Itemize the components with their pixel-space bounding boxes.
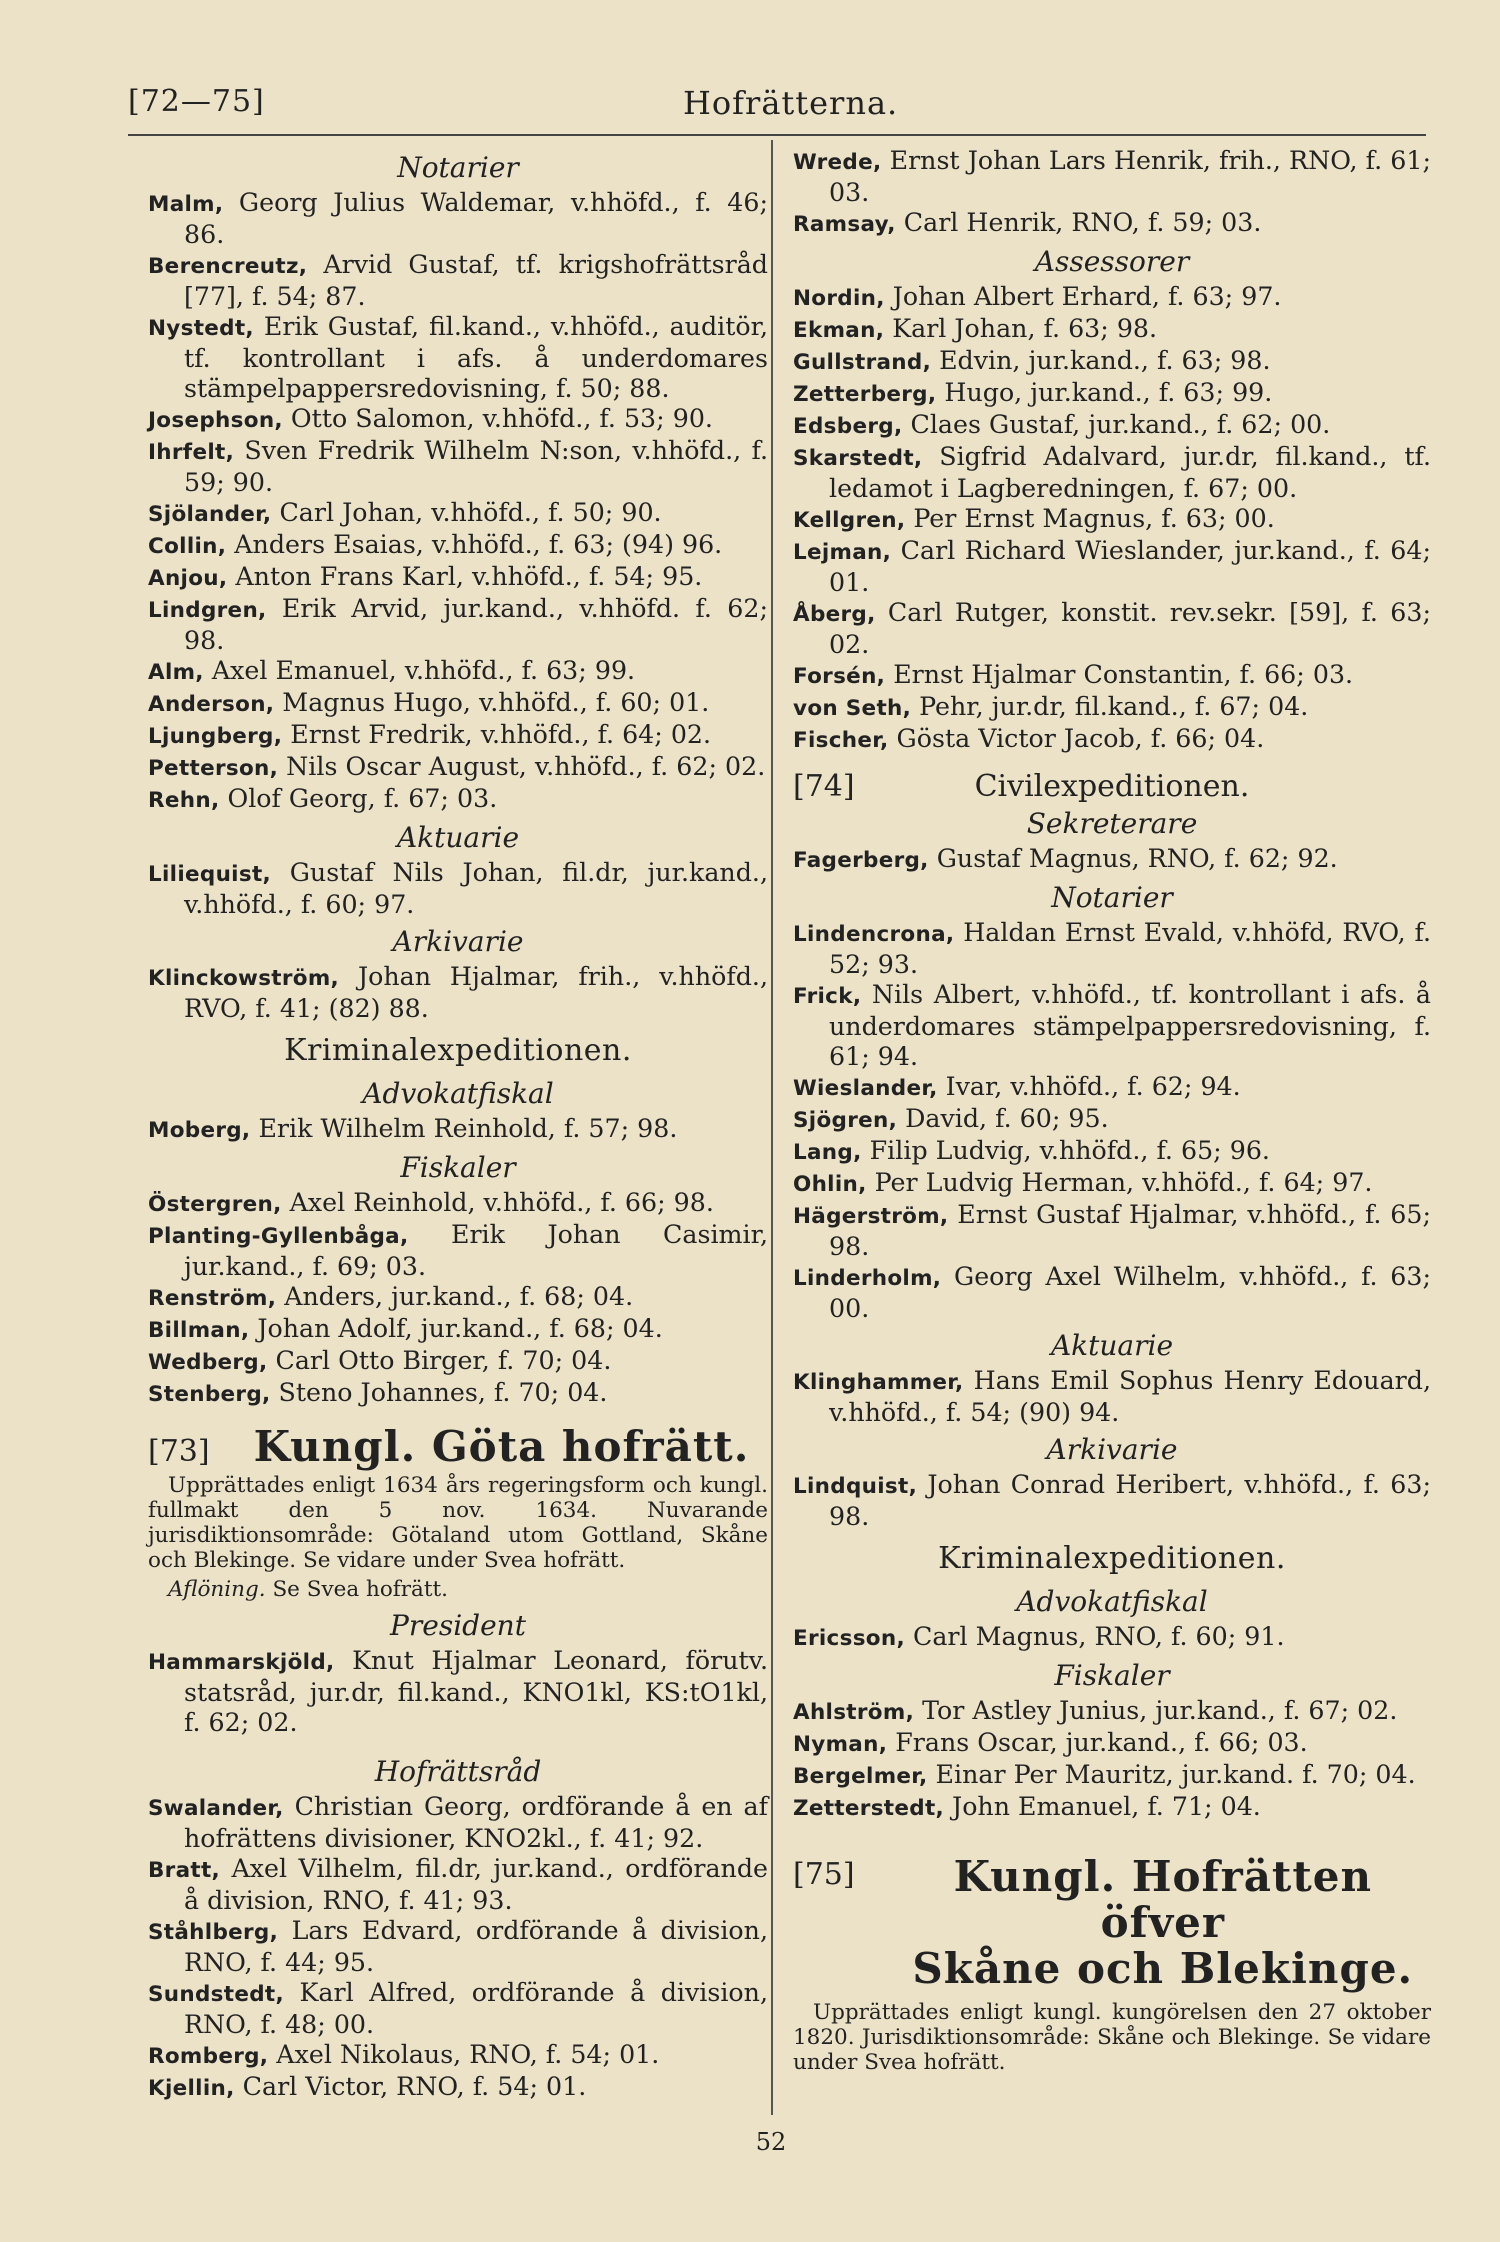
court-number: [73] xyxy=(148,1434,210,1469)
aflonings-label: Aflöning. xyxy=(168,1577,266,1602)
entry-details: Axel Vilhelm, fil.dr, jur.kand., ordförande å division, RNO, f. 41; 93. xyxy=(184,1854,768,1915)
entry-details: Anton Frans Karl, v.hhöfd., f. 54; 95. xyxy=(227,562,703,591)
list-item xyxy=(793,598,1431,660)
entry-details: Gösta Victor Jacob, f. 66; 04. xyxy=(888,724,1265,753)
entry-surname: Åberg, xyxy=(793,602,876,627)
list-item xyxy=(148,752,768,784)
entry-surname: Sjölander, xyxy=(148,502,272,527)
entry-details: Hugo, jur.kand., f. 63; 99. xyxy=(936,378,1273,407)
entry-details: Axel Emanuel, v.hhöfd., f. 63; 99. xyxy=(203,656,636,685)
entry-surname: Malm, xyxy=(148,192,224,217)
list-item xyxy=(793,1262,1431,1324)
entry-surname: Fagerberg, xyxy=(793,848,929,873)
entry-surname: Romberg, xyxy=(148,2044,269,2069)
list-item xyxy=(148,1792,768,1854)
entry-surname: Lejman, xyxy=(793,540,892,565)
heading-aktuarie: Aktuarie xyxy=(396,821,520,854)
entry-surname: Ramsay, xyxy=(793,212,896,237)
heading-sekreterare: Sekreterare xyxy=(1026,807,1198,840)
heading-advokatfiskal-right: Advokatfiskal xyxy=(1016,1585,1208,1618)
entry-surname: Zetterstedt, xyxy=(793,1796,945,1821)
entry-details: Erik Gustaf, fil.kand., v.hhöfd., auditör, tf. kontrollant i afs. å underdomares stämpelpappersredovisning, f. 50; 88. xyxy=(184,312,768,403)
list-item xyxy=(793,1696,1431,1728)
column-divider xyxy=(771,140,773,2115)
heading-aktuarie-right: Aktuarie xyxy=(1050,1329,1174,1362)
aflonings-line xyxy=(148,1577,768,1602)
entry-surname: Lindquist, xyxy=(793,1474,918,1499)
entry-details: Georg Julius Waldemar, v.hhöfd., f. 46; 86. xyxy=(184,188,768,249)
entry-details: Arvid Gustaf, tf. krigshofrättsråd [77], f. 54; 87. xyxy=(184,250,768,311)
list-item xyxy=(793,504,1431,536)
list-arkivarie xyxy=(148,962,768,1024)
entry-surname: Ekman, xyxy=(793,318,885,343)
entry-surname: Petterson, xyxy=(148,756,279,781)
entry-surname: Hammarskjöld, xyxy=(148,1650,335,1675)
list-fiskaler xyxy=(148,1188,768,1410)
entry-details: Sven Fredrik Wilhelm N:son, v.hhöfd., f. 59; 90. xyxy=(184,436,768,497)
list-item xyxy=(148,962,768,1024)
list-aktuarie xyxy=(148,858,768,920)
heading-assessorer: Assessorer xyxy=(1034,245,1190,278)
entry-details: Johan Hjalmar, frih., v.hhöfd., RVO, f. 41; (82) 88. xyxy=(184,962,768,1023)
entry-surname: Anjou, xyxy=(148,566,228,591)
heading-arkivarie: Arkivarie xyxy=(392,925,524,958)
entry-details: Carl Otto Birger, f. 70; 04. xyxy=(267,1346,612,1375)
list-item xyxy=(148,404,768,436)
list-item xyxy=(793,1622,1431,1654)
list-item xyxy=(148,530,768,562)
entry-details: Sigfrid Adalvard, jur.dr, fil.kand., tf. ledamot i Lagberedningen, f. 67; 00. xyxy=(829,442,1431,503)
list-item xyxy=(793,1366,1431,1428)
entry-surname: Ahlström, xyxy=(793,1700,915,1725)
entry-surname: Liliequist, xyxy=(148,862,271,887)
entry-details: Axel Nikolaus, RNO, f. 54; 01. xyxy=(268,2040,660,2069)
section-civilexpeditionen xyxy=(793,769,1431,804)
list-item xyxy=(793,378,1431,410)
entry-surname: Ljungberg, xyxy=(148,724,283,749)
list-item xyxy=(793,980,1431,1072)
entry-details: Haldan Ernst Evald, v.hhöfd, RVO, f. 52; 93. xyxy=(829,918,1431,979)
entry-surname: Skarstedt, xyxy=(793,446,923,471)
list-item xyxy=(148,1854,768,1916)
list-item xyxy=(148,1378,768,1410)
list-item xyxy=(148,2040,768,2072)
list-item xyxy=(793,1136,1431,1168)
list-item xyxy=(148,2072,768,2104)
list-item xyxy=(793,1760,1431,1792)
section-kriminalexpeditionen-right: Kriminalexpeditionen. xyxy=(938,1541,1286,1576)
list-item xyxy=(148,1916,768,1978)
entry-details: Anders Esaias, v.hhöfd., f. 63; (94) 96. xyxy=(226,530,723,559)
list-president xyxy=(148,1646,768,1738)
civil-number: [74] xyxy=(793,769,855,804)
list-item xyxy=(148,1114,768,1146)
list-assessorer xyxy=(793,282,1431,756)
list-item xyxy=(148,250,768,312)
list-item xyxy=(793,692,1431,724)
court-name: Kungl. Göta hofrätt. xyxy=(253,1422,750,1471)
entry-surname: Alm, xyxy=(148,660,204,685)
entry-surname: Klinghammer, xyxy=(793,1370,964,1395)
list-item xyxy=(793,1104,1431,1136)
list-item xyxy=(793,1168,1431,1200)
list-item xyxy=(793,442,1431,504)
entry-details: Knut Hjalmar Leonard, förutv. statsråd, jur.dr, fil.kand., KNO1kl, KS:tO1kl, f. 62; 02. xyxy=(184,1646,768,1737)
entry-details: Ivar, v.hhöfd., f. 62; 94. xyxy=(937,1072,1241,1101)
court-number-75: [75] xyxy=(793,1857,855,1892)
list-hofrattsrad xyxy=(148,1792,768,2104)
list-sekreterare xyxy=(793,844,1431,876)
heading-hofrattsrad: Hofrättsråd xyxy=(374,1755,542,1788)
civil-heading: Civilexpeditionen. xyxy=(974,769,1250,804)
entry-surname: Anderson, xyxy=(148,692,275,717)
entry-surname: Swalander, xyxy=(148,1796,284,1821)
entry-surname: Rehn, xyxy=(148,788,220,813)
list-notarier xyxy=(148,188,768,816)
entry-details: Georg Axel Wilhelm, v.hhöfd., f. 63; 00. xyxy=(829,1262,1431,1323)
page-number: 52 xyxy=(755,2128,787,2156)
list-item xyxy=(148,562,768,594)
list-item xyxy=(793,1792,1431,1824)
list-item xyxy=(793,146,1431,208)
entry-details: Erik Wilhelm Reinhold, f. 57; 98. xyxy=(250,1114,678,1143)
entry-surname: Bratt, xyxy=(148,1858,221,1883)
entry-details: Axel Reinhold, v.hhöfd., f. 66; 98. xyxy=(281,1188,714,1217)
entry-details: Johan Adolf, jur.kand., f. 68; 04. xyxy=(249,1314,663,1343)
entry-details: Karl Johan, f. 63; 98. xyxy=(884,314,1158,343)
entry-details: Anders, jur.kand., f. 68; 04. xyxy=(276,1282,634,1311)
entry-surname: Lindgren, xyxy=(148,598,267,623)
entry-details: Olof Georg, f. 67; 03. xyxy=(219,784,498,813)
list-item xyxy=(793,410,1431,442)
entry-surname: Billman, xyxy=(148,1318,250,1343)
entry-details: Per Ludvig Herman, v.hhöfd., f. 64; 97. xyxy=(866,1168,1373,1197)
entry-surname: Nyman, xyxy=(793,1732,888,1757)
list-item xyxy=(793,918,1431,980)
list-item xyxy=(793,282,1431,314)
list-item xyxy=(793,844,1431,876)
list-item xyxy=(148,498,768,530)
running-title: Hofrätterna. xyxy=(683,84,899,122)
entry-surname: Lindencrona, xyxy=(793,922,955,947)
list-item xyxy=(148,188,768,250)
entry-details: Otto Salomon, v.hhöfd., f. 53; 90. xyxy=(282,404,713,433)
entry-details: John Emanuel, f. 71; 04. xyxy=(944,1792,1261,1821)
entry-details: Gustaf Magnus, RNO, f. 62; 92. xyxy=(928,844,1338,873)
entry-surname: Stenberg, xyxy=(148,1382,271,1407)
heading-advokatfiskal: Advokatfiskal xyxy=(362,1077,554,1110)
entry-surname: Forsén, xyxy=(793,664,886,689)
entry-details: Gustaf Nils Johan, fil.dr, jur.kand., v.hhöfd., f. 60; 97. xyxy=(184,858,768,919)
entry-surname: Ståhlberg, xyxy=(148,1920,279,1945)
list-item xyxy=(793,208,1431,240)
left-column xyxy=(148,146,768,2104)
list-item xyxy=(793,1728,1431,1760)
entry-surname: Ihrfelt, xyxy=(148,440,235,465)
list-item xyxy=(148,1314,768,1346)
entry-details: Carl Johan, v.hhöfd., f. 50; 90. xyxy=(271,498,662,527)
list-aktuarie-right xyxy=(793,1366,1431,1428)
entry-surname: Ericsson, xyxy=(793,1626,905,1651)
entry-details: David, f. 60; 95. xyxy=(897,1104,1109,1133)
entry-surname: Berencreutz, xyxy=(148,254,308,279)
entry-surname: Wieslander, xyxy=(793,1076,938,1101)
entry-surname: Planting-Gyllenbåga, xyxy=(148,1224,409,1249)
heading-notarier: Notarier xyxy=(397,151,519,184)
court-name-skane xyxy=(895,1854,1431,1992)
entry-surname: Nystedt, xyxy=(148,316,254,341)
entry-details: Carl Victor, RNO, f. 54; 01. xyxy=(234,2072,587,2101)
list-item xyxy=(148,436,768,498)
entry-details: Erik Arvid, jur.kand., v.hhöfd. f. 62; 98. xyxy=(184,594,768,655)
list-item xyxy=(148,1220,768,1282)
heading-fiskaler-right: Fiskaler xyxy=(1054,1659,1170,1692)
heading-arkivarie-right: Arkivarie xyxy=(1046,1433,1178,1466)
entry-details: Frans Oscar, jur.kand., f. 66; 03. xyxy=(887,1728,1308,1757)
heading-president: President xyxy=(390,1609,526,1642)
entry-details: Einar Per Mauritz, jur.kand. f. 70; 04. xyxy=(927,1760,1416,1789)
list-item xyxy=(148,1188,768,1220)
entry-surname: Collin, xyxy=(148,534,227,559)
list-notarier-right xyxy=(793,918,1431,1324)
entry-surname: Renström, xyxy=(148,1286,277,1311)
entry-details: Carl Richard Wieslander, jur.kand., f. 64; 01. xyxy=(829,536,1431,597)
list-item xyxy=(148,720,768,752)
list-item xyxy=(793,346,1431,378)
list-item xyxy=(148,656,768,688)
list-item xyxy=(793,536,1431,598)
right-column xyxy=(793,146,1431,2079)
entry-surname: Linderholm, xyxy=(793,1266,942,1291)
court-name-line2: Skåne och Blekinge. xyxy=(912,1944,1414,1993)
entry-surname: Lang, xyxy=(793,1140,862,1165)
entry-surname: Edsberg, xyxy=(793,414,903,439)
court-title-skane xyxy=(793,1854,1431,1992)
list-item xyxy=(793,314,1431,346)
entry-surname: Hägerström, xyxy=(793,1204,949,1229)
entry-surname: Zetterberg, xyxy=(793,382,937,407)
entry-surname: von Seth, xyxy=(793,696,912,721)
list-item xyxy=(148,1346,768,1378)
list-advokatfiskal xyxy=(148,1114,768,1146)
entry-surname: Wedberg, xyxy=(148,1350,268,1375)
list-item xyxy=(793,1470,1431,1532)
court-name-line1: Kungl. Hofrätten öfver xyxy=(953,1852,1372,1947)
list-item xyxy=(148,1282,768,1314)
entry-details: Carl Magnus, RNO, f. 60; 91. xyxy=(904,1622,1285,1651)
entry-details: Ernst Johan Lars Henrik, frih., RNO, f. 61; 03. xyxy=(829,146,1431,207)
list-arkivarie-right xyxy=(793,1470,1431,1532)
entry-details: Nils Albert, v.hhöfd., tf. kontrollant i afs. å underdomares stämpelpappersredovisning, f. 61; 94. xyxy=(829,980,1431,1071)
list-item xyxy=(148,688,768,720)
entry-surname: Ohlin, xyxy=(793,1172,867,1197)
entry-surname: Sundstedt, xyxy=(148,1982,284,2007)
entry-details: Ernst Gustaf Hjalmar, v.hhöfd., f. 65; 98. xyxy=(829,1200,1431,1261)
list-item xyxy=(793,724,1431,756)
court-description: Upprättades enligt 1634 års regeringsform och kungl. fullmakt den 5 nov. 1634. Nuvarande jurisdiktionsområde: Götaland utom Gottland, Skåne och Blekinge. Se vidare under Svea hofrätt. xyxy=(148,1473,768,1573)
entry-surname: Frick, xyxy=(793,984,862,1009)
list-item xyxy=(148,1978,768,2040)
entry-details: Carl Rutger, konstit. rev.sekr. [59], f. 63; 02. xyxy=(829,598,1431,659)
entry-details: Nils Oscar August, v.hhöfd., f. 62; 02. xyxy=(278,752,766,781)
heading-notarier-right: Notarier xyxy=(1051,881,1173,914)
list-item xyxy=(793,1072,1431,1104)
entry-details: Claes Gustaf, jur.kand., f. 62; 00. xyxy=(902,410,1331,439)
entry-surname: Kjellin, xyxy=(148,2076,235,2101)
court-description-skane: Upprättades enligt kungl. kungörelsen den 27 oktober 1820. Jurisdiktionsområde: Skåne och Blekinge. Se vidare under Svea hofrätt. xyxy=(793,2000,1431,2075)
entry-surname: Wrede, xyxy=(793,150,882,175)
entry-details: Lars Edvard, ordförande å division, RNO, f. 44; 95. xyxy=(184,1916,768,1977)
entry-surname: Nordin, xyxy=(793,286,885,311)
list-advokatfiskal-right xyxy=(793,1622,1431,1654)
list-hofrattsrad-cont xyxy=(793,146,1431,240)
entry-details: Steno Johannes, f. 70; 04. xyxy=(270,1378,608,1407)
list-item xyxy=(148,312,768,404)
entry-surname: Östergren, xyxy=(148,1192,282,1217)
list-item xyxy=(793,660,1431,692)
entry-surname: Moberg, xyxy=(148,1118,251,1143)
entry-surname: Sjögren, xyxy=(793,1108,898,1133)
court-title-gota xyxy=(148,1422,768,1471)
entry-details: Tor Astley Junius, jur.kand., f. 67; 02. xyxy=(914,1696,1398,1725)
list-item xyxy=(793,1200,1431,1262)
entry-details: Edvin, jur.kand., f. 63; 98. xyxy=(931,346,1271,375)
entry-surname: Fischer, xyxy=(793,728,889,753)
entry-details: Pehr, jur.dr, fil.kand., f. 67; 04. xyxy=(911,692,1309,721)
entry-details: Karl Alfred, ordförande å division, RNO, f. 48; 00. xyxy=(184,1978,768,2039)
list-item xyxy=(148,858,768,920)
entry-details: Hans Emil Sophus Henry Edouard, v.hhöfd., f. 54; (90) 94. xyxy=(829,1366,1431,1427)
list-fiskaler-right xyxy=(793,1696,1431,1824)
list-item xyxy=(148,784,768,816)
aflonings-text: Se Svea hofrätt. xyxy=(265,1577,448,1602)
entry-details: Christian Georg, ordförande å en af hofrättens divisioner, KNO2kl., f. 41; 92. xyxy=(184,1792,768,1853)
entry-details: Johan Conrad Heribert, v.hhöfd., f. 63; 98. xyxy=(829,1470,1431,1531)
header-rule xyxy=(128,134,1426,136)
entry-details: Filip Ludvig, v.hhöfd., f. 65; 96. xyxy=(861,1136,1270,1165)
entry-surname: Gullstrand, xyxy=(793,350,932,375)
entry-details: Carl Henrik, RNO, f. 59; 03. xyxy=(895,208,1262,237)
entry-details: Per Ernst Magnus, f. 63; 00. xyxy=(905,504,1275,533)
entry-details: Ernst Fredrik, v.hhöfd., f. 64; 02. xyxy=(282,720,712,749)
entry-surname: Klinckowström, xyxy=(148,966,340,991)
entry-details: Johan Albert Erhard, f. 63; 97. xyxy=(884,282,1282,311)
section-kriminalexpeditionen: Kriminalexpeditionen. xyxy=(284,1033,632,1068)
list-item xyxy=(148,594,768,656)
entry-surname: Bergelmer, xyxy=(793,1764,928,1789)
heading-fiskaler: Fiskaler xyxy=(400,1151,516,1184)
entry-surname: Kellgren, xyxy=(793,508,906,533)
entry-details: Ernst Hjalmar Constantin, f. 66; 03. xyxy=(885,660,1354,689)
entry-details: Erik Johan Casimir, jur.kand., f. 69; 03. xyxy=(184,1220,768,1281)
entry-details: Magnus Hugo, v.hhöfd., f. 60; 01. xyxy=(274,688,710,717)
list-item xyxy=(148,1646,768,1738)
page-range: [72—75] xyxy=(128,84,265,119)
entry-surname: Josephson, xyxy=(148,408,283,433)
